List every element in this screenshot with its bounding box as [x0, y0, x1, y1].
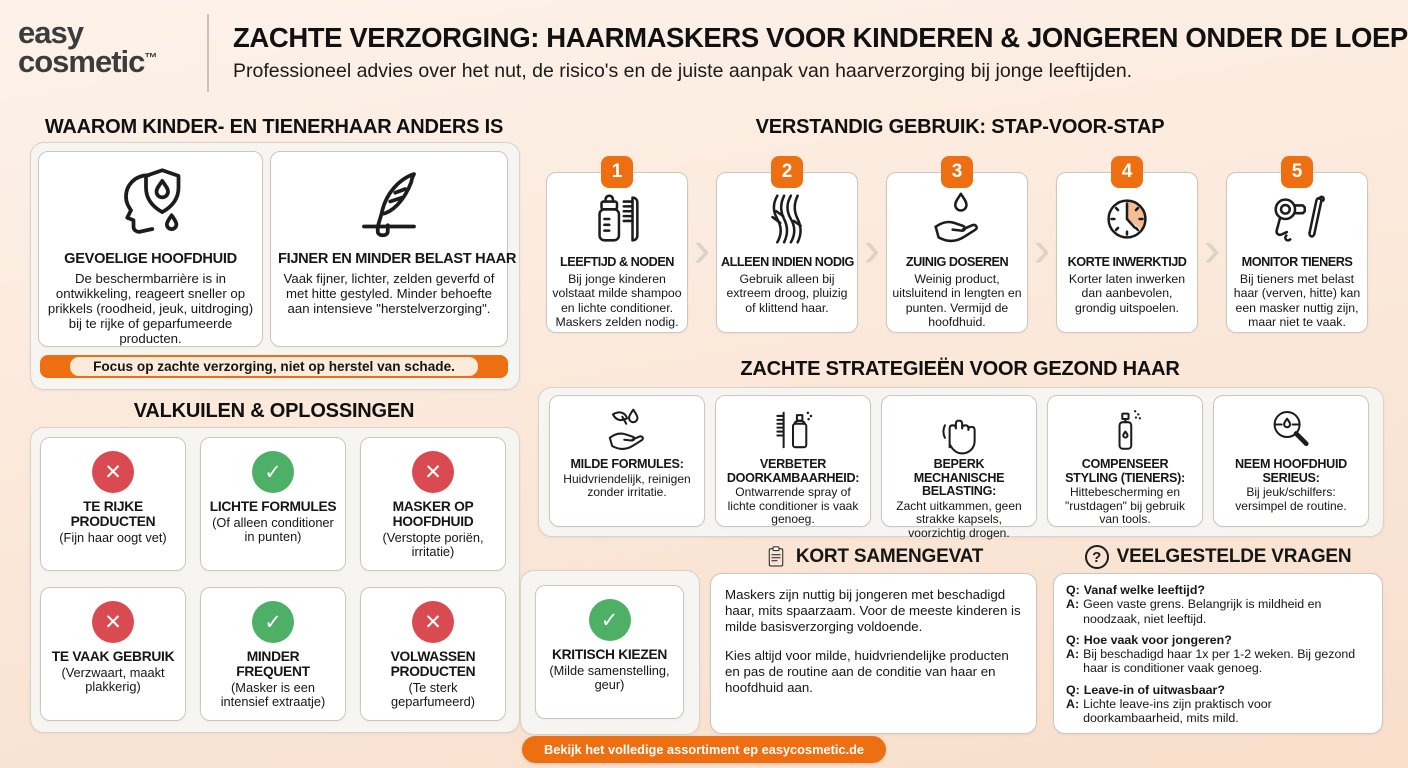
why-banner-text: Focus op zachte verzorging, niet op herstel van schade.: [70, 357, 478, 376]
step-number-badge: 3: [941, 156, 973, 188]
trademark-symbol: ™: [144, 50, 158, 66]
chevron-right-icon: ›: [1033, 221, 1051, 277]
cross-icon: ✕: [92, 601, 134, 643]
bottle-comb-icon: [551, 187, 683, 251]
faq-item: [1066, 583, 1370, 626]
faq-answer: Bij beschadigd haar 1x per 1-2 weken. Bij gezond haar is conditioner vaak genoeg.: [1083, 647, 1356, 676]
step-number-badge: 1: [601, 156, 633, 188]
a-label: A:: [1066, 696, 1080, 711]
step-title: LEEFTIJD & NODEN: [560, 255, 674, 269]
logo-word-easy: easy: [18, 15, 83, 50]
page-title: ZACHTE VERZORGING: HAARMASKERS VOOR KINDEREN & JONGEREN ONDER DE LOEP: [233, 22, 1408, 53]
faq-question: Vanaf welke leeftijd?: [1083, 583, 1205, 597]
clock-icon: [1061, 187, 1193, 251]
check-icon: ✓: [589, 599, 631, 641]
faq-question: Leave-in of uitwasbaar?: [1083, 682, 1225, 697]
chevron-right-icon: ›: [693, 221, 711, 277]
pitfall-card-te-rijke: [40, 437, 186, 571]
pitfall-title: KRITISCH KIEZEN: [551, 647, 668, 662]
step-number-badge: 2: [771, 156, 803, 188]
why-card-scalp: [38, 151, 263, 347]
strategy-text: Hittebescherming en "rustdagen" bij gebruik van tools.: [1065, 485, 1185, 527]
strategy-card-doorkambaarheid: [715, 395, 871, 527]
step-title: MONITOR TIENERS: [1241, 255, 1353, 269]
assortment-cta-button[interactable]: Bekijk het volledige assortiment ep easycosmetic.de: [522, 736, 886, 763]
pitfall-sub: (Of alleen conditioner in punten): [212, 514, 334, 545]
a-label: A:: [1066, 597, 1080, 612]
section-title-strategies: ZACHTE STRATEGIEËN VOOR GEZOND HAAR: [740, 358, 1180, 380]
faq-header: [1053, 545, 1383, 569]
strategy-text: Huidvriendelijk, reinigen zonder irritatie.: [563, 471, 691, 500]
wavy-hair-icon: [721, 187, 853, 251]
question-icon: ?: [1085, 545, 1109, 569]
summary-title: KORT SAMENGEVAT: [795, 546, 984, 567]
step-card-2: [716, 161, 858, 333]
pitfall-sub: (Milde samenstelling, geur): [549, 662, 670, 693]
clipboard-icon: [764, 545, 788, 569]
cross-icon: ✕: [412, 601, 454, 643]
strategy-title: MILDE FORMULES:: [570, 457, 684, 471]
faq-answer: Geen vaste grens. Belangrijk is mildheid en noodzaak, niet leeftijd.: [1083, 597, 1322, 626]
spray-bottle-icon: [1054, 405, 1196, 455]
pitfall-card-kritisch-kiezen: [535, 585, 684, 719]
hand-comb-icon: [888, 405, 1030, 455]
strategy-card-compenseer-styling: [1047, 395, 1203, 527]
step-card-3: [886, 161, 1028, 333]
strategy-title: NEEM HOOFDHUID SERIEUS:: [1235, 457, 1347, 485]
summary-paragraph: Maskers zijn nuttig bij jongeren met beschadigd haar, mits spaarzaam. Voor de meeste kinderen is milde basisverzorging voldoende.: [725, 587, 1021, 634]
step-number-badge: 4: [1111, 156, 1143, 188]
hand-drop-icon: [891, 187, 1023, 251]
strategy-text: Bij jeuk/schilfers: versimpel de routine.: [1235, 485, 1347, 513]
strategy-title: COMPENSEER STYLING (TIENERS):: [1065, 457, 1185, 485]
leaf-drop-hand-icon: [556, 405, 698, 455]
summary-header: [710, 545, 1037, 569]
pitfall-card-masker-op-hoofdhuid: [360, 437, 506, 571]
pitfall-sub: (Fijn haar oogt vet): [59, 529, 167, 545]
step-text: Gebruik alleen bij extreem droog, pluizig of klittend haar.: [726, 272, 848, 315]
why-card-title: GEVOELIGE HOOFDHUID: [64, 251, 237, 267]
summary-paragraph: Kies altijd voor milde, huidvriendelijke producten en pas de routine aan de conditie van haar en hoofdhuid aan.: [725, 647, 1009, 695]
step-card-1: [546, 161, 688, 333]
pitfall-title: MINDER FREQUENT: [236, 649, 310, 679]
strategy-card-milde-formules: [549, 395, 705, 527]
pitfall-title: TE RIJKE PRODUCTEN: [70, 499, 156, 529]
step-text: Weinig product, uitsluitend in lengten en punten. Vermijd de hoofdhuid.: [892, 272, 1022, 329]
pitfall-title: TE VAAK GEBRUIK: [51, 649, 175, 664]
pitfall-card-volwassen: [360, 587, 506, 721]
step-card-5: [1226, 161, 1368, 333]
cross-icon: ✕: [412, 451, 454, 493]
strategy-text: Zacht uitkammen, geen strakke kapsels, voorzichtig drogen.: [896, 498, 1022, 540]
faq-item: [1066, 683, 1370, 726]
pitfall-sub: (Masker is een intensief extraatje): [220, 679, 326, 710]
step-title: KORTE INWERKTIJD: [1067, 255, 1187, 269]
a-label: A:: [1066, 647, 1080, 662]
chevron-right-icon: ›: [863, 221, 881, 277]
strategy-card-hoofdhuid-serieus: [1213, 395, 1369, 527]
page-subtitle: Professioneel advies over het nut, de risico's en de juiste aanpak van haarverzorging bij jonge leeftijden.: [233, 60, 1133, 82]
check-icon: ✓: [252, 451, 294, 493]
pitfall-title: VOLWASSEN PRODUCTEN: [390, 649, 476, 679]
step-text: Korter laten inwerken dan aanbevolen, grondig uitspoelen.: [1068, 272, 1186, 315]
brand-logo: [18, 15, 158, 80]
strategy-text: Ontwarrende spray of lichte conditioner is vaak genoeg.: [727, 485, 859, 527]
cross-icon: ✕: [92, 451, 134, 493]
faq-title: VEELGESTELDE VRAGEN: [1116, 546, 1352, 567]
step-number-badge: 5: [1281, 156, 1313, 188]
pitfall-card-te-vaak: [40, 587, 186, 721]
q-label: Q:: [1066, 682, 1080, 697]
pitfall-sub: (Verzwaart, maakt plakkerig): [61, 664, 165, 695]
feather-icon: [278, 162, 500, 246]
why-card-hair: [270, 151, 517, 347]
faq-question: Hoe vaak voor jongeren?: [1083, 632, 1232, 647]
faq-answer: Lichte leave-ins zijn praktisch voor doorkambaarheid, mits mild.: [1083, 696, 1272, 726]
why-card-text: Vaak fijner, lichter, zelden geverfd of met hitte gestyled. Minder behoefte aan intensieve "herstelverzorging".: [283, 271, 495, 317]
q-label: Q:: [1066, 583, 1080, 597]
section-title-why: WAAROM KINDER- EN TIENERHAAR ANDERS IS: [44, 116, 504, 138]
why-card-text: De beschermbarrière is in ontwikkeling, reageert sneller op prikkels (roodheid, jeuk, uitdroging) bij te rijke of geparfumeerde producten.: [47, 271, 254, 347]
pitfall-card-lichte-formules: [200, 437, 346, 571]
why-card-title: FIJNER EN MINDER BELAST HAAR: [278, 251, 517, 267]
comb-spray-icon: [722, 405, 864, 455]
header-divider: [207, 14, 209, 92]
step-text: Bij tieners met belast haar (verven, hitte) kan een masker nuttig zijn, maar niet te vaak.: [1233, 272, 1361, 329]
strategy-card-mechanische-belasting: [881, 395, 1037, 540]
pitfall-card-minder-frequent: [200, 587, 346, 721]
summary-panel: [710, 573, 1037, 734]
faq-item: [1066, 633, 1370, 676]
chevron-right-icon: ›: [1203, 221, 1221, 277]
step-title: ZUINIG DOSEREN: [905, 255, 1009, 269]
pitfall-sub: (Verstopte poriën, irritatie): [382, 529, 484, 560]
check-icon: ✓: [252, 601, 294, 643]
pitfall-title: LICHTE FORMULES: [209, 499, 337, 514]
section-title-steps: VERSTANDIG GEBRUIK: STAP-VOOR-STAP: [755, 116, 1165, 138]
step-card-4: [1056, 161, 1198, 333]
step-text: Bij jonge kinderen volstaat milde shampoo en lichte conditioner. Maskers zelden nodig.: [552, 272, 682, 329]
magnify-drop-icon: [1220, 405, 1362, 455]
why-banner: [40, 355, 508, 378]
dryer-iron-icon: [1231, 187, 1363, 251]
pitfall-sub: (Te sterk geparfumeerd): [391, 679, 475, 710]
section-title-pitfalls: VALKUILEN & OPLOSSINGEN: [133, 400, 415, 422]
faq-panel: [1053, 573, 1383, 734]
scalp-shield-icon: [46, 162, 255, 246]
strategy-title: BEPERK MECHANISCHE BELASTING:: [913, 457, 1005, 499]
logo-word-cosmetic: cosmetic: [18, 44, 145, 80]
strategy-title: VERBETER DOORKAMBAARHEID:: [726, 457, 860, 485]
step-title: ALLEEN INDIEN NODIG: [721, 255, 854, 269]
pitfall-title: MASKER OP HOOFDHUID: [392, 499, 474, 529]
q-label: Q:: [1066, 632, 1080, 647]
